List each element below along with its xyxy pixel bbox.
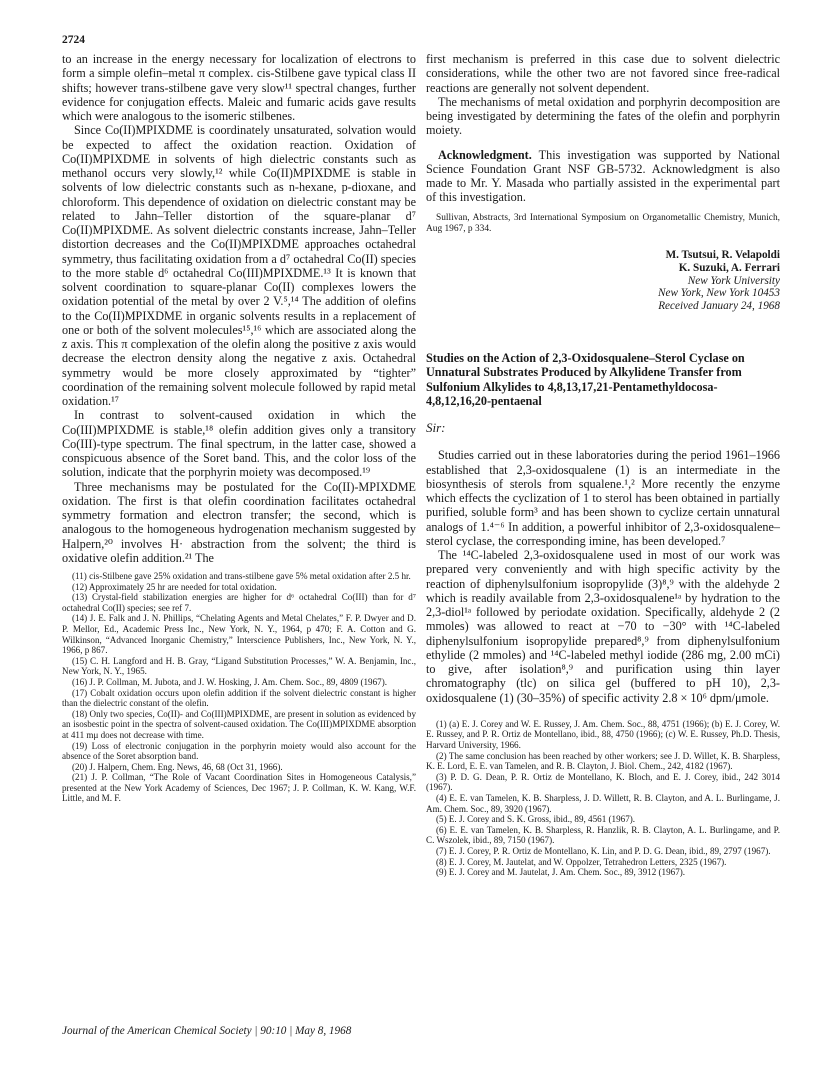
author-line: K. Suzuki, A. Ferrari	[678, 261, 780, 274]
footnote: (21) J. P. Collman, “The Role of Vacant Coordination Sites in Homogeneous Catalysis,” presented at the New York Academy of Sciences, Dec 1967; J. P. Collman, K. W. Kang, W.F. Little, and M. F.	[62, 772, 416, 804]
authors	[426, 249, 780, 275]
body-paragraph: Three mechanisms may be postulated for the Co(II)-MPIXDME oxidation. The first is that olefin coordination facilitates octahedral symmetry formation and electron transfer; the second, which is analogous to the homogeneous hydrogenation mechanism suggested by Halpern,²⁰ involves H· abstraction from the solvent; the third is oxidative olefin addition.²¹ The	[62, 479, 416, 565]
left-column	[62, 52, 416, 804]
footnote: (11) cis-Stilbene gave 25% oxidation and trans-stilbene gave 5% metal oxidation after 2.5 hr.	[72, 571, 411, 581]
footnote: (19) Loss of electronic conjugation in the porphyrin moiety would also account for the absence of the Soret absorption band.	[62, 740, 416, 762]
footnote: (17) Cobalt oxidation occurs upon olefin addition if the solvent dielectric constant is higher than the dielectric constant of the olefin.	[62, 687, 416, 709]
body-paragraph: In contrast to solvent-caused oxidation in which the Co(III)MPIXDME is stable,¹⁸ olefin addition gives only a transitory Co(III)-type spectrum. The final spectrum, in the latter case, showed a conspicuous absence of the Soret band. This, and the color loss of the solution, indicate that the porphyrin moiety was decomposed.¹⁹	[62, 408, 416, 480]
author-line: M. Tsutsui, R. Velapoldi	[665, 248, 780, 261]
affiliation	[426, 275, 780, 300]
footnote: (1) (a) E. J. Corey and W. E. Russey, J. Am. Chem. Soc., 88, 4751 (1966); (b) E. J. Corey, W. E. Russey, and P. R. Ortiz de Montellano, ibid., 88, 4750 (1966); (c) W. E. Russey, Ph.D. Thesis, Harvard University, 1966.	[426, 718, 780, 750]
footnote: (20) J. Halpern, Chem. Eng. News, 46, 68 (Oct 31, 1966).	[72, 761, 283, 772]
acknowledgment	[426, 148, 780, 205]
salutation: Sir:	[426, 420, 446, 436]
right-column	[426, 52, 780, 878]
body-paragraph: The mechanisms of metal oxidation and porphyrin decomposition are being investigated by determining the fates of the olefin and porphyrin moiety.	[426, 94, 780, 138]
footnote: (3) P. D. G. Dean, P. R. Ortiz de Montellano, K. Bloch, and E. J. Corey, ibid., 242 3014 (1967).	[426, 771, 780, 793]
footnote: (15) C. H. Langford and H. B. Gray, “Ligand Substitution Processes,” W. A. Benjamin, Inc., New York, N. Y., 1965.	[62, 655, 416, 677]
footnote: (14) J. E. Falk and J. N. Phillips, “Chelating Agents and Metal Chelates,” F. P. Dwyer and D. P. Mellor, Ed., Academic Press Inc., New York, N. Y., 1964, p 470; F. A. Cotton and G. Wilkinson, “Advanced Inorganic Chemistry,” Interscience Publishers, Inc., New York, N. Y., 1966, p 867.	[62, 613, 416, 656]
footnote: (16) J. P. Collman, M. Jubota, and J. W. Hosking, J. Am. Chem. Soc., 89, 4809 (1967).	[72, 676, 388, 687]
footnote: (13) Crystal-field stabilization energies are higher for d⁶ octahedral Co(III) than for d⁷ octahedral Co(II) species; see ref 7.	[62, 592, 416, 613]
page-number: 2724	[62, 34, 85, 46]
footnote: (8) E. J. Corey, M. Jautelat, and W. Oppolzer, Tetrahedron Letters, 2325 (1967).	[436, 856, 727, 867]
affiliation-line: New York University	[687, 274, 780, 287]
footnote: (7) E. J. Corey, P. R. Ortiz de Montellano, K. Lin, and P. D. G. Dean, ibid., 89, 2797 (1967).	[436, 845, 771, 856]
footnote: (6) E. E. van Tamelen, K. B. Sharpless, R. Hanzlik, R. B. Clayton, A. L. Burlingame, and P. C. Wszolek, ibid., 89, 7150 (1967).	[426, 824, 780, 846]
body-paragraph: first mechanism is preferred in this case due to solvent dielectric considerations, while the other two are not favored since free-radical reactions are generally not solvent dependent.	[426, 52, 780, 95]
body-paragraph: to an increase in the energy necessary for localization of electrons to form a simple olefin–metal π complex. cis-Stilbene gave typical class II shifts; however trans-stilbene gave very slow¹¹ spectral changes, further evidence for conjugation effects. Maleic and fumaric acids gave results which were analogous to the isomeric stilbenes.	[62, 52, 416, 123]
journal-footer: Journal of the American Chemical Society | 90:10 | May 8, 1968	[62, 1025, 352, 1037]
footnote: (12) Approximately 25 hr are needed for total oxidation.	[72, 581, 277, 592]
body-paragraph: The ¹⁴C-labeled 2,3-oxidosqualene used in most of our work was prepared very conveniently and with high specific activity by the reaction of diphenylsulfonium isopropylide (3)⁸,⁹ with the aldehyde 2 which is readily available from 2,3-oxidosqualene¹ᵃ by hydration to the 2,3-diol¹ᵃ followed by periodate oxidation. Specifically, aldehyde 2 (2 mmoles) was allowed to react at −70 to −30° with ¹⁴C-labeled diphenylsulfonium isopropylide prepared⁸,⁹ from diphenylsulfonium ethylide (2 mmoles) and ¹⁴C-labeled methyl iodide (286 mg, 2.00 mCi) to give, after isolation⁸,⁹ and purification using thin layer chromatography (tlc) on silica gel (buffered to pH 10), 2,3-oxidosqualene (1) (30–35%) of specific activity 2.8 × 10⁶ dpm/μmole.	[426, 548, 780, 705]
body-paragraph: Since Co(II)MPIXDME is coordinately unsaturated, solvation would be expected to affect the oxidation reaction. Oxidation of Co(II)MPIXDME in solvents of high dielectric constants such as methanol occurs very slowly,¹² while Co(II)MPIXDME is stable in solvents of low dielectric constants such as n-hexane, p-dioxane, and chloroform. This dependence of oxidation on dielectric constant may be related to Jahn–Teller distortion of the square-planar d⁷ Co(II)MPIXDME. As solvent dielectric constants increase, Jahn–Teller distortion decreases and the Co(II)MPIXDME approaches octahedral symmetry, thus facilitating oxidation from a d⁷ octahedral Co(II) species to the more stable d⁶ octahedral Co(III)MPIXDME.¹³ It is known that solvent coordination to square-planar Co(II) complexes lowers the oxidation potential of the metal by over 2 V.⁵,¹⁴ The addition of olefins to the Co(II)MPIXDME in organic solvents results in a replacement of one or both of the solvent molecules¹⁵,¹⁶ which are associated along the z axis. This π complexation of the olefin along the positive z axis would decrease the electron density along the negative z axis. Octahedral symmetry would be more closely approximated by “tighter” coordination of the remaining solvent molecule followed by rapid metal oxidation.¹⁷	[62, 123, 416, 408]
footnote: (5) E. J. Corey and S. K. Gross, ibid., 89, 4561 (1967).	[436, 814, 636, 825]
footnote: (9) E. J. Corey and M. Jautelat, J. Am. Chem. Soc., 89, 3912 (1967).	[436, 867, 686, 878]
footnote: (4) E. E. van Tamelen, K. B. Sharpless, J. D. Willett, R. B. Clayton, and A. L. Burlingame, J. Am. Chem. Soc., 89, 3920 (1967).	[426, 792, 780, 814]
footnote: (18) Only two species, Co(II)- and Co(III)MPIXDME, are present in solution as evidenced by an isosbestic point in the spectra of solvent-caused oxidation. The Co(III)MPIXDME absorption at 411 mμ does not decrease with time.	[62, 708, 416, 740]
received-date: Received January 24, 1968	[658, 299, 780, 312]
body-paragraph: Studies carried out in these laboratories during the period 1961–1966 established that 2,3-oxidosqualene (1) is an intermediate in the biosynthesis of sterols from squalene.¹,² More recently the enzyme which effects the cyclization of 1 to sterol has been obtained in partially purified, soluble form³ and has been shown to cyclize certain unnatural analogs of 1.⁴⁻⁶ In addition, a powerful inhibitor of 2,3-oxidosqualene–sterol cyclase, the corresponding imine, has been developed.⁷	[426, 448, 780, 548]
article-title: Studies on the Action of 2,3-Oxidosqualene–Sterol Cyclase on Unnatural Substrates Produced by Alkylidene Transfer from Sulfonium Alkylides to 4,8,13,17,21-Pentamethyldocosa-4,8,12,16,20-pentaenal	[426, 350, 745, 408]
footnotes	[426, 719, 780, 878]
acknowledgment-text: This investigation was supported by National Science Foundation Grant NSF GB-5732. Acknowledgment is also made to Mr. Y. Masada who partially assisted in the experimental part of this investigation.	[426, 147, 780, 205]
footnotes	[62, 571, 416, 804]
affiliation-line: New York, New York 10453	[658, 287, 780, 300]
reference-continued: Sullivan, Abstracts, 3rd International Symposium on Organometallic Chemistry, Munich, Aug 1967, p 334.	[426, 212, 780, 234]
footnote: (2) The same conclusion has been reached by other workers; see J. D. Willet, K. B. Sharpless, K. E. Lord, E. E. van Tamelen, and R. B. Clayton, J. Biol. Chem., 242, 4182 (1967).	[426, 750, 780, 772]
acknowledgment-heading: Acknowledgment.	[438, 147, 532, 162]
